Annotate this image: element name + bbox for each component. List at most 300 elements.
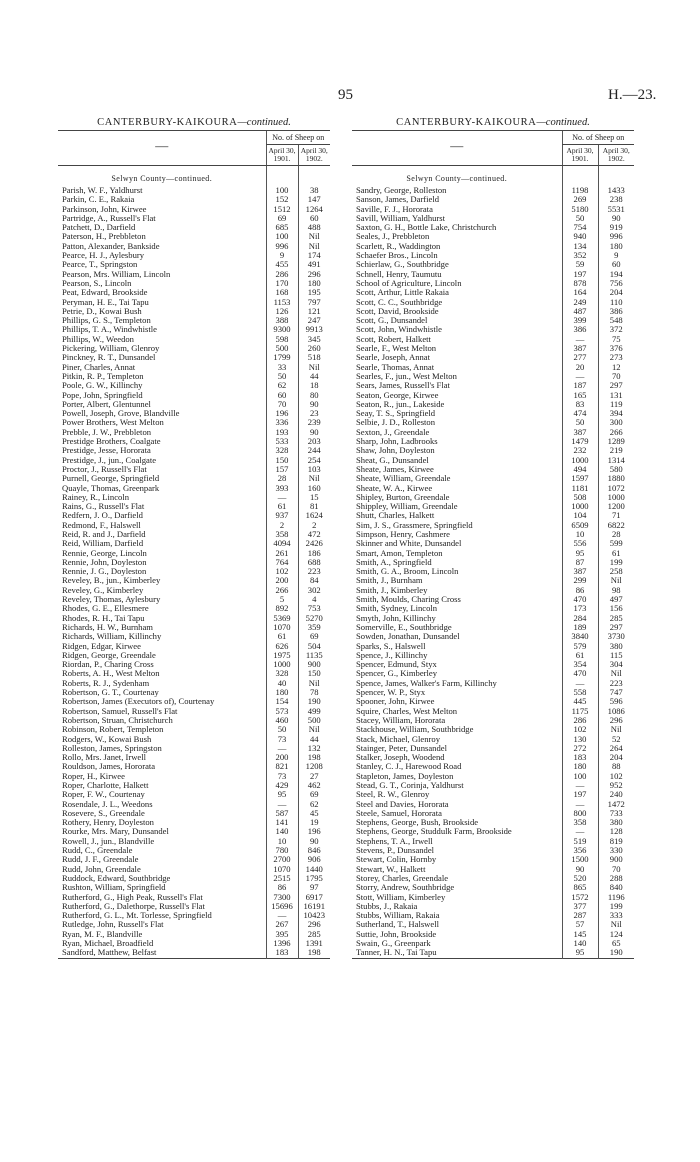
right-table-row [352,456,634,465]
owner-name-cell: Stainger, Peter, Dunsandel [356,743,447,753]
sheep-1902-cell: 1289 [598,437,634,446]
sheep-1901-cell: 134 [562,242,598,251]
sheep-1902-cell: 840 [598,883,634,892]
sheep-1902-cell: 1440 [298,865,330,874]
right-table-row [352,697,634,706]
owner-name-cell: Steele, Samuel, Hororata [356,808,442,818]
right-table-row [352,251,634,260]
sheep-1901-cell: 140 [266,827,298,836]
owner-name-cell: Skinner and White, Dunsandel [356,539,462,549]
right-col-1902-header: April 30, 1902. [598,145,634,166]
owner-name-cell: Redfern, J. O., Darfield [62,511,143,521]
owner-name-cell: Rutledge, John, Russell's Flat [62,920,164,930]
owner-name-cell: Seaton, R., jun., Lakeside [356,399,445,409]
sheep-1901-cell: 57 [562,920,598,929]
sheep-1901-cell: 470 [562,669,598,678]
sheep-1901-cell: 500 [266,344,298,353]
sheep-1901-cell: 50 [266,372,298,381]
left-table-heading: CANTERBURY-KAIKOURA—continued. [97,117,291,128]
sheep-1901-cell: — [266,800,298,809]
right-table-row [352,623,634,632]
left-table-row [58,846,330,855]
sheep-1901-cell: 387 [562,344,598,353]
sheep-1901-cell: 5 [266,595,298,604]
sheep-1901-cell: 2515 [266,874,298,883]
owner-name-cell: Rothery, Henry, Doyleston [62,818,154,828]
sheep-1902-cell: 394 [598,409,634,418]
owner-name-cell: Pearson, Mrs. William, Lincoln [62,269,171,279]
owner-name-cell: Spence, James, Walker's Farm, Killinchy [356,678,497,688]
right-table-row [352,363,634,372]
sheep-1902-cell: 497 [598,595,634,604]
sheep-1902-cell: 518 [298,353,330,362]
owner-name-cell: Rutherford, G., Dalethorpe, Russell's Flat [62,901,205,911]
right-table-row [352,790,634,799]
right-table-row [352,465,634,474]
sheep-1902-cell: 302 [298,586,330,595]
sheep-1902-cell: 952 [598,781,634,790]
sheep-1901-cell: 170 [266,279,298,288]
right-table-row [352,874,634,883]
sheep-1901-cell: 267 [266,920,298,929]
sheep-1901-cell: 87 [562,558,598,567]
sheep-1902-cell: 97 [298,883,330,892]
owner-name-cell: Roper, Charlotte, Halkett [62,781,149,790]
owner-name-cell: Quayle, Thomas, Greenpark [62,483,160,493]
owner-name-cell: Scott, Arthur, Little Rakaia [356,288,449,298]
sheep-1902-cell: 180 [598,242,634,251]
sheep-1901-cell: 780 [266,846,298,855]
sheep-1902-cell: 219 [598,446,634,455]
sheep-1902-cell: 1433 [598,186,634,195]
owner-name-cell: Smith, J., Kimberley [356,585,428,595]
owner-name-cell: Riordan, P., Charing Cross [62,660,154,670]
left-table-row [58,735,330,744]
sheep-1901-cell: 266 [266,586,298,595]
right-table-row [352,604,634,613]
sheep-1901-cell: 5180 [562,205,598,214]
left-table-row [58,586,330,595]
sheep-1901-cell: 1572 [562,893,598,902]
owner-name-cell: Rodgers, W., Kowai Bush [62,734,152,744]
owner-name-cell: Scott, John, Windwhistle [356,325,442,335]
sheep-1901-cell: 10 [266,837,298,846]
left-table-row [58,772,330,781]
left-table-row [58,530,330,539]
sheep-1901-cell: 387 [562,428,598,437]
right-table-row [352,484,634,493]
right-county-heading: Selwyn County—continued. [406,174,508,183]
sheep-1901-cell: — [562,679,598,688]
sheep-1902-cell: 60 [298,214,330,223]
owner-name-cell: Rourke, Mrs. Mary, Dunsandel [62,827,169,837]
sheep-1902-cell: 900 [298,660,330,669]
owner-name-cell: Storry, Andrew, Southbridge [356,883,455,893]
owner-name-cell: Rennie, J. G., Doyleston [62,567,147,577]
sheep-1901-cell: 6509 [562,521,598,530]
sheep-1901-cell: 61 [562,651,598,660]
right-table-row [352,614,634,623]
sheep-1902-cell: 204 [598,288,634,297]
right-table-row [352,205,634,214]
left-table-row [58,893,330,902]
sheep-1901-cell: 164 [562,288,598,297]
sheep-1902-cell: 88 [598,762,634,771]
sheep-1901-cell: 354 [562,660,598,669]
left-table-row [58,762,330,771]
right-table-row [352,530,634,539]
left-table-row [58,697,330,706]
sheep-1901-cell: 1597 [562,474,598,483]
left-table-row [58,902,330,911]
owner-name-cell: Stephens, George, Bush, Brookside [356,818,479,828]
sheep-1902-cell: 504 [298,642,330,651]
left-table-row [58,632,330,641]
sheep-1901-cell: 579 [562,642,598,651]
sheep-1901-cell: 90 [562,865,598,874]
sheep-1901-cell: 1181 [562,484,598,493]
sheep-1902-cell: Nil [298,474,330,483]
owner-name-cell: Sowden, Jonathan, Dunsandel [356,632,460,642]
owner-name-cell: Smith, G. A., Broom, Lincoln [356,567,459,577]
right-table-row [352,344,634,353]
sheep-1902-cell: 52 [598,735,634,744]
owner-name-cell: Seaton, George, Kirwee [356,390,439,400]
sheep-1901-cell: 2700 [266,855,298,864]
left-table-row [58,827,330,836]
sheep-1901-cell: 95 [562,948,598,958]
sheep-1902-cell: Nil [298,242,330,251]
right-table-row [352,372,634,381]
owner-name-cell: Phillips, T. A., Windwhistle [62,325,157,335]
left-col-1901-header: April 30, 1901. [266,145,298,166]
right-table-row [352,818,634,827]
owner-name-cell: Roberts, R. J., Sydenham [62,678,150,688]
sheep-1901-cell: — [562,335,598,344]
sheep-1902-cell: 199 [598,558,634,567]
owner-name-cell: Robinson, Robert, Templeton [62,725,164,735]
right-table-row [352,400,634,409]
owner-name-cell: Stubbs, J., Rakaia [356,901,418,911]
right-table-row [352,865,634,874]
sheep-1902-cell: 296 [298,920,330,929]
sheep-1902-cell: 90 [298,400,330,409]
left-col-1902-header: April 30, 1902. [298,145,330,166]
sheep-1902-cell: 9 [598,251,634,260]
sheep-1902-cell: 2 [298,521,330,530]
left-table-row [58,186,330,195]
left-table-row [58,223,330,232]
owner-name-cell: Sheate, W. A., Kirwee [356,483,433,493]
right-table-row [352,316,634,325]
owner-name-cell: Sandry, George, Rolleston [356,186,447,195]
sheep-1902-cell: 304 [598,660,634,669]
right-table-row [352,391,634,400]
right-table-row [352,446,634,455]
sheep-1902-cell: 380 [598,642,634,651]
sheep-1901-cell: 50 [562,418,598,427]
sheep-1902-cell: 499 [298,707,330,716]
sheep-1901-cell: 598 [266,335,298,344]
sheep-1902-cell: 491 [298,260,330,269]
owner-name-cell: Richards, H. W., Burnham [62,622,153,632]
owner-name-cell: Rhodes, R. H., Tai Tapu [62,613,145,623]
sheep-1902-cell: 121 [298,307,330,316]
sheep-1902-cell: 266 [598,428,634,437]
owner-name-cell: Sandford, Matthew, Belfast [62,948,157,958]
owner-name-cell: Proctor, J., Russell's Flat [62,464,147,474]
left-table-row [58,567,330,576]
right-table-row [352,279,634,288]
right-table-row [352,474,634,483]
owner-name-cell: Scarlett, R., Waddington [356,241,441,251]
owner-name-cell: Pickering, William, Glenroy [62,344,160,354]
sheep-1902-cell: 5270 [298,614,330,623]
owner-name-cell: Stephens, T. A., Irwell [356,836,433,846]
right-sheep-count-header: No. of Sheep on [562,131,634,145]
owner-name-cell: Scott, G., Dunsandel [356,316,428,326]
owner-name-cell: Shippley, William, Greendale [356,502,458,512]
sheep-1901-cell: 102 [562,725,598,734]
right-table-row [352,893,634,902]
sheep-1902-cell: 44 [298,735,330,744]
right-table-row [352,223,634,232]
sheep-1901-cell: 152 [266,195,298,204]
sheep-1901-cell: 395 [266,930,298,939]
sheep-1902-cell: 1196 [598,893,634,902]
sheep-1901-cell: 61 [266,502,298,511]
sheep-1901-cell: 284 [562,614,598,623]
sheep-1902-cell: 6822 [598,521,634,530]
right-table-row [352,437,634,446]
sheep-1902-cell: 333 [598,911,634,920]
left-table-row [58,948,330,958]
sheep-1901-cell: 940 [562,232,598,241]
right-table-row [352,781,634,790]
sheep-1902-cell: 69 [298,790,330,799]
sheep-1902-cell: 1135 [298,651,330,660]
sheep-1901-cell: 626 [266,642,298,651]
owner-name-cell: Prestidge, Jesse, Hororata [62,446,151,456]
sheep-1902-cell: 4 [298,595,330,604]
sheep-1902-cell: 472 [298,530,330,539]
sheep-1901-cell: 533 [266,437,298,446]
left-table-row [58,679,330,688]
right-table-row [352,846,634,855]
sheep-1901-cell: 1512 [266,205,298,214]
sheep-1902-cell: 733 [598,809,634,818]
owner-name-cell: Rosendale, J. L., Weedons [62,799,153,809]
sheep-1901-cell: 287 [562,911,598,920]
owner-name-cell: Rosevere, S., Greendale [62,808,145,818]
owner-name-cell: Smart, Amon, Templeton [356,548,443,558]
left-table-row [58,335,330,344]
sheep-1902-cell: 103 [298,465,330,474]
sheep-1902-cell: 199 [598,902,634,911]
sheep-1901-cell: 558 [562,688,598,697]
sheep-1901-cell: 754 [562,223,598,232]
sheep-1901-cell: — [562,781,598,790]
left-table-row [58,688,330,697]
owner-name-cell: Roper, H., Kirwee [62,771,125,781]
sheep-1901-cell: 1070 [266,623,298,632]
sheep-1901-cell: — [266,493,298,502]
sheep-1902-cell: 198 [298,948,330,958]
right-table-bottom-rule [352,958,634,959]
sheep-1902-cell: 264 [598,744,634,753]
owner-name-cell: Paterson, H., Prebbleton [62,232,146,242]
owner-name-cell: Stephens, George, Studdulk Farm, Brookside [356,827,512,837]
left-table-row [58,911,330,920]
owner-name-cell: Rainey, R., Lincoln [62,492,129,502]
owner-name-cell: Rowell, J., jun., Blandville [62,836,155,846]
owner-name-cell: Rudd, J. F., Greendale [62,855,139,865]
sheep-1902-cell: 500 [298,716,330,725]
sheep-1901-cell: 102 [266,567,298,576]
sheep-1901-cell: 1000 [562,456,598,465]
right-table-row [352,660,634,669]
sheep-1901-cell: 183 [562,753,598,762]
right-table-row [352,911,634,920]
owner-name-cell: Saville, F. J., Hororata [356,204,433,214]
sheep-1902-cell: 1314 [598,456,634,465]
owner-name-cell: Sim, J. S., Grassmere, Springfield [356,520,473,530]
sheep-1901-cell: 1000 [266,660,298,669]
sheep-1902-cell: 747 [598,688,634,697]
right-table-row [352,539,634,548]
left-table-row [58,669,330,678]
sheep-1902-cell: 98 [598,586,634,595]
owner-name-cell: Partridge, A., Russell's Flat [62,213,156,223]
owner-name-cell: Rolleston, James, Springston [62,743,162,753]
owner-name-cell: Rudd, John, Greendale [62,864,141,874]
owner-name-cell: Prestidge Brothers, Coalgate [62,437,161,447]
owner-name-cell: Prestidge, J., jun., Coalgate [62,455,157,465]
owner-name-cell: Smith, Sydney, Lincoln [356,604,438,614]
sheep-1902-cell: 60 [598,260,634,269]
sheep-1901-cell: 399 [562,316,598,325]
owner-name-cell: Stewart, Colin, Hornby [356,855,437,865]
sheep-1901-cell: 387 [562,567,598,576]
sheep-1902-cell: 345 [298,335,330,344]
sheep-1901-cell: 50 [266,725,298,734]
sheep-1901-cell: 892 [266,604,298,613]
owner-name-cell: Simpson, Henry, Cashmere [356,529,450,539]
sheep-1902-cell: 359 [298,623,330,632]
owner-name-cell: Smith, A., Springfield [356,557,432,567]
sheep-1901-cell: 336 [266,418,298,427]
sheep-1902-cell: 906 [298,855,330,864]
sheep-1902-cell: 147 [298,195,330,204]
left-table-row [58,484,330,493]
sheep-1902-cell: 330 [598,846,634,855]
sheep-1901-cell: 1198 [562,186,598,195]
right-col-1901-header: April 30, 1901. [562,145,598,166]
sheep-1901-cell: 73 [266,735,298,744]
sheep-1901-cell: 5369 [266,614,298,623]
owner-name-cell: Patton, Alexander, Bankside [62,241,160,251]
sheep-1901-cell: 269 [562,195,598,204]
sheep-1902-cell: 194 [598,270,634,279]
owner-name-cell: Parkinson, John, Kirwee [62,204,147,214]
owner-name-cell: Sheate, William, Greendale [356,474,451,484]
sheep-1902-cell: 900 [598,855,634,864]
owner-name-cell: Rains, G., Russell's Flat [62,502,145,512]
sheep-1901-cell: 445 [562,697,598,706]
sheep-1901-cell: 2 [266,521,298,530]
left-table-row [58,818,330,827]
sheep-1902-cell: 1200 [598,502,634,511]
owner-name-cell: Robertson, Struan, Christchurch [62,715,173,725]
owner-name-cell: Stewart, W., Halkett [356,864,426,874]
sheep-1901-cell: 60 [266,391,298,400]
sheep-1902-cell: 12 [598,363,634,372]
owner-name-cell: Reveley, G., Kimberley [62,585,144,595]
sheep-1901-cell: 61 [266,632,298,641]
owner-name-cell: Searle, Thomas, Annat [356,362,435,372]
left-sheep-count-header: No. of Sheep on [266,131,330,145]
sheep-1901-cell: 73 [266,772,298,781]
right-table-row [352,707,634,716]
sheep-1901-cell: 59 [562,260,598,269]
sheep-1902-cell: 196 [298,827,330,836]
sheep-1901-cell: — [266,911,298,920]
sheep-1902-cell: 3730 [598,632,634,641]
sheep-1902-cell: 150 [298,669,330,678]
sheep-1901-cell: 299 [562,576,598,585]
right-table-row [352,586,634,595]
sheep-1902-cell: 195 [298,288,330,297]
left-table-row [58,381,330,390]
owner-name-cell: Rennie, George, Lincoln [62,548,147,558]
sheep-1902-cell: 288 [598,874,634,883]
owner-name-cell: Ryan, Michael, Broadfield [62,939,154,949]
sheep-1901-cell: 377 [562,902,598,911]
sheep-1901-cell: 455 [266,260,298,269]
sheep-1902-cell: 996 [598,232,634,241]
sheep-1902-cell: Nil [298,679,330,688]
sheep-1902-cell: 1795 [298,874,330,883]
sheep-1902-cell: 180 [298,279,330,288]
sheep-1902-cell: 297 [598,381,634,390]
sheep-1902-cell: 9913 [298,325,330,334]
owner-name-cell: Sexton, J., Greendale [356,427,430,437]
right-table-heading: CANTERBURY-KAIKOURA—continued. [396,117,590,128]
sheep-1901-cell: 474 [562,409,598,418]
left-table-row [58,344,330,353]
sheep-1902-cell: 596 [598,697,634,706]
sheep-1901-cell: 937 [266,511,298,520]
left-table-row [58,270,330,279]
sheep-1902-cell: Nil [598,669,634,678]
sheep-1902-cell: 688 [298,558,330,567]
sheep-1901-cell: 4094 [266,539,298,548]
right-table-row [352,418,634,427]
sheep-1901-cell: 573 [266,707,298,716]
owner-name-cell: Richards, William, Killinchy [62,632,162,642]
left-sheep-table [58,116,330,959]
sheep-1901-cell: 429 [266,781,298,790]
left-table-row [58,372,330,381]
sheep-1901-cell: 95 [562,549,598,558]
left-table-row [58,465,330,474]
sheep-1901-cell: 556 [562,539,598,548]
sheep-1902-cell: 254 [298,456,330,465]
left-table-row [58,753,330,762]
sheep-1902-cell: 580 [598,465,634,474]
left-table-row [58,260,330,269]
left-table-row [58,353,330,362]
